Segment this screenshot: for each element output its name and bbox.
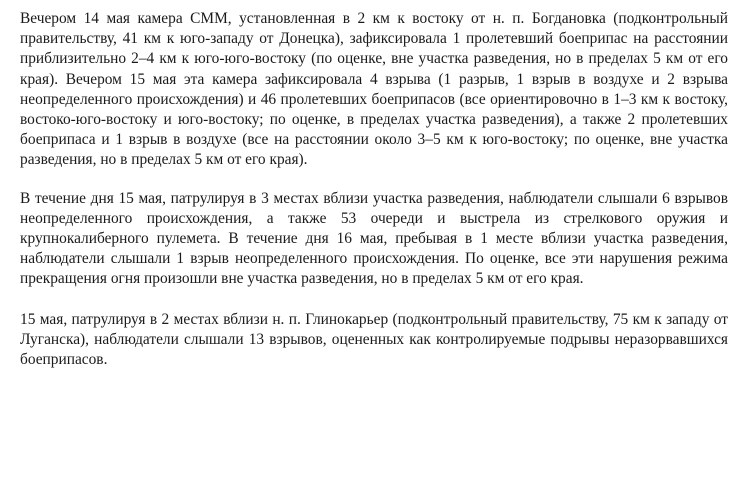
paragraph-1: Вечером 14 мая камера СММ, установленная в 2 км к востоку от н. п. Богдановка (подконтрольный правительству, 41 км к юго-западу от Донецка), зафиксировала 1 пролетевший боеприпас на расстоянии приблизительно 2–4 км к юго-юго-востоку (по оценке, вне участка разведения, но в пределах 5 км от его края). Вечером 15 мая эта камера зафиксировала 4 взрыва (1 разрыв, 1 взрыв в воздухе и 2 взрыва неопределенного происхождения) и 46 пролетевших боеприпасов (все ориентировочно в 1–3 км к востоку, востоко-юго-востоку и юго-востоку; по оценке, в пределах участка разведения), а также 2 пролетевших боеприпаса и 1 взрыв в воздухе (все на расстоянии около 3–5 км к юго-востоку; по оценке, вне участка разведения, но в пределах 5 км от его края). bbox=[20, 10, 728, 169]
paragraph-3: 15 мая, патрулируя в 2 местах вблизи н. п. Глинокарьер (подконтрольный правительству, 75 км к западу от Луганска), наблюдатели слышали 13 взрывов, оцененных как контролируемые подрывы неразорвавшихся боеприпасов. bbox=[20, 310, 728, 369]
document-body bbox=[20, 9, 728, 370]
paragraph-2: В течение дня 15 мая, патрулируя в 3 местах вблизи участка разведения, наблюдатели слышали 6 взрывов неопределенного происхождения, а также 53 очереди и выстрела из стрелкового оружия и крупнокалиберного пулемета. В течение дня 16 мая, пребывая в 1 месте вблизи участка разведения, наблюдатели слышали 1 взрыв неопределенного происхождения. По оценке, все эти нарушения режима прекращения огня произошли вне участка разведения, но в пределах 5 км от его края. bbox=[20, 189, 728, 288]
